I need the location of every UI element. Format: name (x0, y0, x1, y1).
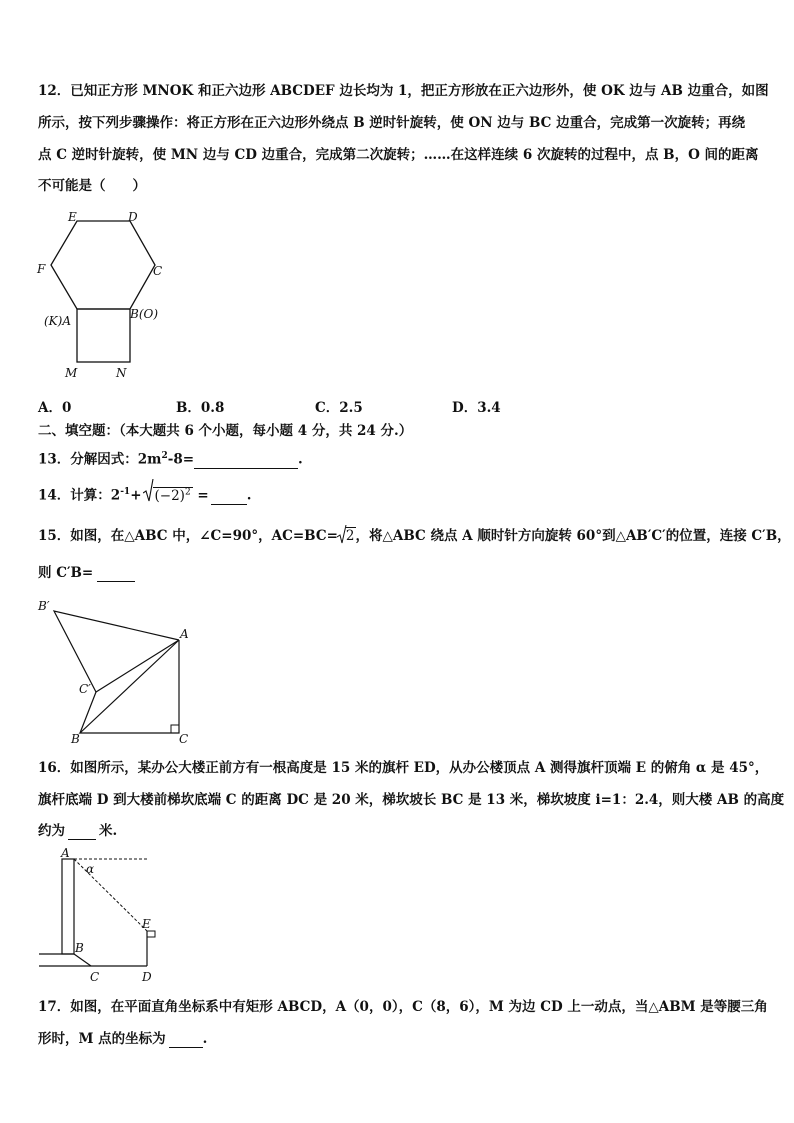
q14-plus: + (130, 487, 142, 504)
q13 (38, 447, 303, 469)
q14-answer-blank[interactable] (211, 490, 247, 505)
section-2-heading: 二、填空题：（本大题共 6 个小题，每小题 4 分，共 24 分.） (38, 423, 413, 439)
q16-unit: 米. (99, 823, 118, 839)
q12-choice-b[interactable]: B．0.8 (176, 400, 225, 416)
label-e: E (142, 917, 151, 931)
q15-sqrt-value: 2 (345, 528, 355, 544)
q15-text-b: ，将△ABC 绕点 A 顺时针方向旋转 60°到△AB′C′的位置，连接 C′B， (355, 528, 791, 544)
q12-line-4: 不可能是（ ） (38, 178, 146, 194)
q12-figure (34, 208, 174, 384)
triangle-ab-prime-c-prime (54, 611, 179, 692)
right-angle-mark (171, 725, 179, 733)
sight-line-ae (74, 859, 147, 931)
label-c: C (90, 970, 100, 984)
label-n: N (116, 366, 127, 380)
q12-choice-c[interactable]: C．2.5 (315, 400, 363, 416)
q17-suffix: . (202, 1031, 208, 1047)
label-ka: (K)A (44, 314, 71, 328)
label-f: F (37, 262, 46, 276)
q17-line-1: 17．如图，在平面直角坐标系中有矩形 ABCD，A（0，0），C（8，6），M 为边 CD 上一动点，当△ABM 是等腰三角 (38, 999, 768, 1015)
q12-line-1: 12．已知正方形 MNOK 和正六边形 ABCDEF 边长均为 1，把正方形放在正六边形外，使 OK 边与 AB 边重合，如图 (38, 83, 769, 99)
q12-choice-d[interactable]: D．3.4 (452, 400, 501, 416)
hexagon-abcdef (51, 221, 155, 309)
building-ab (62, 859, 74, 954)
q17-answer-blank[interactable] (169, 1033, 203, 1048)
q16-figure (34, 846, 159, 986)
q17-line-2 (38, 1030, 207, 1048)
slope-bc (74, 954, 91, 966)
square-mnok (77, 309, 130, 362)
q13-mid: -8= (167, 451, 195, 468)
q16-line-3 (38, 822, 117, 840)
q16-answer-blank[interactable] (68, 825, 96, 840)
q14-radical (144, 483, 193, 505)
q12-line-2: 所示，按下列步骤操作：将正方形在正六边形外绕点 B 逆时针旋转，使 ON 边与 BC 边重合，完成第一次旋转；再绕 (38, 115, 746, 131)
q15-prompt: 则 C′B= (38, 565, 94, 581)
q15-figure (34, 596, 204, 748)
q15-line-1 (38, 527, 791, 545)
triangle-abc (80, 640, 179, 733)
label-c: C (153, 264, 163, 278)
label-bo: B(O) (130, 307, 159, 321)
q14-exponent: -1 (120, 487, 131, 497)
radical-sign-icon (337, 525, 347, 545)
label-b: B (75, 941, 84, 955)
label-c: C (179, 732, 189, 746)
q16-line-1: 16．如图所示，某办公大楼正前方有一根高度是 15 米的旗杆 ED，从办公楼顶点 A 测得旗杆顶端 E 的俯角 α 是 45°， (38, 760, 769, 776)
label-d: D (128, 210, 138, 224)
label-m: M (65, 366, 78, 380)
q13-answer-blank[interactable] (194, 454, 298, 469)
label-d: D (142, 970, 152, 984)
q13-suffix: . (298, 451, 303, 468)
q14-prefix: 14．计算：2 (38, 487, 121, 504)
q14-suffix: . (246, 487, 252, 504)
q15-text-a: 15．如图，在△ABC 中，∠C=90°，AC=BC= (38, 528, 338, 544)
q17-prompt: 形时，M 点的坐标为 (38, 1031, 166, 1047)
label-a: A (180, 627, 189, 641)
q14-equals: = (192, 487, 209, 504)
label-e: E (68, 210, 77, 224)
q14-radicand-exponent: 2 (184, 487, 191, 497)
q16-prompt: 约为 (38, 823, 65, 839)
radical-sign-icon (143, 479, 154, 503)
q15-line-2 (38, 564, 135, 582)
q16-line-2: 旗杆底端 D 到大楼前梯坎底端 C 的距离 DC 是 20 米，梯坎坡长 BC 是 13 米，梯坎坡度 i=1：2.4，则大楼 AB 的高度 (38, 792, 785, 808)
label-b: B (71, 732, 80, 746)
label-alpha: α (86, 862, 95, 876)
segment-c-prime-b (80, 692, 96, 733)
label-b-prime: B′ (38, 599, 50, 613)
q14-radicand: (−2) (154, 487, 185, 504)
label-a: A (61, 846, 70, 860)
q13-prefix: 13．分解因式：2m (38, 451, 162, 468)
q12-line-3: 点 C 逆时针旋转，使 MN 边与 CD 边重合，完成第二次旋转；……在这样连续 6 次旋转的过程中，点 B，O 间的距离 (38, 147, 759, 163)
q13-exponent: 2 (161, 451, 168, 461)
q14 (38, 483, 251, 505)
q15-sqrt (338, 527, 356, 545)
q12-choice-a[interactable]: A．0 (38, 400, 72, 416)
flag (147, 931, 155, 937)
q15-answer-blank[interactable] (97, 567, 135, 582)
label-c-prime: C′ (79, 682, 91, 696)
